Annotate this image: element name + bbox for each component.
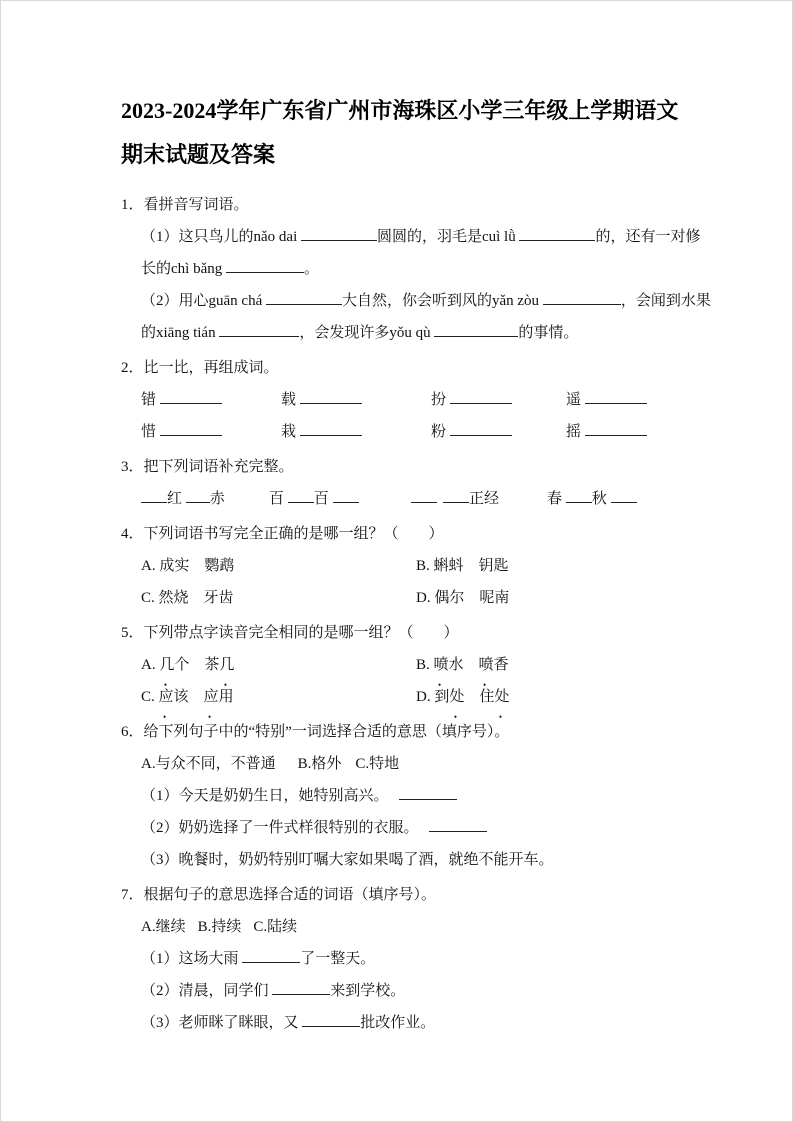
text-segment: （3）老师眯了眯眼，又 bbox=[141, 1015, 303, 1031]
text-segment: 水 bbox=[448, 657, 479, 673]
question-1-line-4 bbox=[141, 317, 700, 349]
answer-blank bbox=[300, 422, 362, 436]
text-segment: C.陆续 bbox=[253, 919, 298, 935]
question-6-line-1 bbox=[141, 780, 700, 812]
column-cell bbox=[416, 550, 509, 582]
spacer bbox=[241, 930, 253, 931]
column-cell bbox=[411, 483, 547, 515]
question-1-header: 1．看拼音写词语。 bbox=[121, 197, 249, 213]
answer-blank bbox=[611, 489, 637, 503]
column-cell bbox=[141, 384, 281, 416]
answer-blank bbox=[219, 323, 299, 337]
text-segment: 大自然，你会听到风的yǎn zòu bbox=[341, 293, 543, 309]
text-segment: （2）用心guān chá bbox=[141, 293, 266, 309]
spacer bbox=[276, 767, 298, 768]
column-cell bbox=[281, 384, 431, 416]
text-segment: 个 茶 bbox=[174, 657, 220, 673]
text-segment: （1）这只鸟儿的nǎo dai bbox=[141, 229, 301, 245]
text-segment: ，会闻到水果 bbox=[620, 293, 711, 309]
answer-blank bbox=[585, 422, 647, 436]
text-segment: 遥 bbox=[566, 392, 585, 408]
question-7 bbox=[121, 879, 700, 1039]
text-segment: 长的chì bǎng bbox=[141, 261, 226, 277]
text-segment: （3）晚餐时，奶奶特别叮嘱大家如果喝了酒，就绝不能开车。 bbox=[141, 852, 554, 868]
text-segment: 的事情。 bbox=[518, 325, 579, 341]
answer-blank bbox=[266, 291, 342, 305]
answer-blank bbox=[226, 259, 304, 273]
text-segment: 正经 bbox=[469, 491, 500, 507]
column-cell bbox=[281, 416, 431, 448]
dotted-char: 几 bbox=[159, 657, 175, 673]
answer-blank bbox=[399, 786, 457, 800]
spacer bbox=[419, 831, 429, 832]
answer-blank bbox=[160, 390, 222, 404]
answer-blank bbox=[543, 291, 621, 305]
answer-blank bbox=[160, 422, 222, 436]
question-6-choices bbox=[141, 748, 700, 780]
column-cell bbox=[141, 483, 269, 515]
text-segment: 扮 bbox=[431, 392, 450, 408]
answer-blank bbox=[302, 1013, 360, 1027]
question-1 bbox=[121, 189, 711, 349]
answer-blank bbox=[566, 489, 592, 503]
answer-blank bbox=[141, 489, 167, 503]
dotted-char: 喷 bbox=[433, 657, 449, 673]
question-7-line-3 bbox=[141, 1007, 700, 1039]
document-title bbox=[121, 89, 700, 177]
answer-blank bbox=[450, 422, 512, 436]
answer-blank bbox=[333, 489, 359, 503]
text-segment: 错 bbox=[141, 392, 160, 408]
text-segment: C. bbox=[141, 689, 159, 705]
column-cell bbox=[141, 416, 281, 448]
text-segment: （2）清晨，同学们 bbox=[141, 983, 273, 999]
answer-blank bbox=[450, 390, 512, 404]
question-2-row-1 bbox=[141, 384, 700, 416]
question-7-line-2 bbox=[141, 975, 700, 1007]
text-segment: 用 bbox=[218, 689, 234, 705]
answer-blank bbox=[300, 390, 362, 404]
column-cell bbox=[431, 416, 566, 448]
question-3 bbox=[121, 451, 700, 515]
column-cell bbox=[416, 649, 509, 681]
text-segment: 秋 bbox=[591, 491, 611, 507]
column-cell bbox=[431, 384, 566, 416]
text-segment: A.与众不同，不普通 bbox=[141, 756, 276, 772]
answer-blank bbox=[411, 489, 437, 503]
text-segment: 百 bbox=[313, 491, 333, 507]
question-4-header: 4．下列词语书写完全正确的是哪一组？（ ） bbox=[121, 526, 444, 542]
text-segment: 香 bbox=[493, 657, 509, 673]
question-2 bbox=[121, 352, 700, 448]
text-segment: （1）这场大雨 bbox=[141, 951, 243, 967]
text-segment: A. bbox=[141, 657, 160, 673]
document-title-line-2: 期末试题及答案 bbox=[121, 142, 276, 167]
question-1-line-1 bbox=[141, 221, 700, 253]
question-7-choices bbox=[141, 911, 700, 943]
column-cell bbox=[141, 681, 416, 713]
question-7-header: 7．根据句子的意思选择合适的词语（填序号）。 bbox=[121, 887, 437, 903]
question-3-header: 3．把下列词语补充完整。 bbox=[121, 459, 294, 475]
document-title-line-1: 2023-2024学年广东省广州市海珠区小学三年级上学期语文 bbox=[121, 98, 679, 123]
text-segment: 住 bbox=[464, 689, 495, 705]
text-segment: 批改作业。 bbox=[360, 1015, 436, 1031]
text-segment: 圆圆的，羽毛是cuì lǜ bbox=[376, 229, 520, 245]
text-segment: 惜 bbox=[141, 424, 160, 440]
text-segment: （2）奶奶选择了一件式样很特别的衣服。 bbox=[141, 820, 419, 836]
question-6-line-2 bbox=[141, 812, 700, 844]
column-cell bbox=[269, 483, 411, 515]
question-6-line-3 bbox=[141, 844, 700, 876]
dotted-char: 处 bbox=[449, 689, 465, 705]
text-segment: 该 bbox=[173, 689, 204, 705]
dotted-char: 应 bbox=[158, 689, 174, 705]
question-4-options-row-1 bbox=[141, 550, 700, 582]
text-segment: ，会发现许多yǒu qù bbox=[299, 325, 435, 341]
text-segment: D. 偶尔 呢南 bbox=[416, 590, 510, 606]
question-3-line bbox=[141, 483, 700, 515]
text-segment: D. 到 bbox=[416, 689, 450, 705]
question-2-row-2 bbox=[141, 416, 700, 448]
question-5-header: 5．下列带点字读音完全相同的是哪一组？（ ） bbox=[121, 625, 459, 641]
text-segment: B. 蝌蚪 钥匙 bbox=[416, 558, 509, 574]
question-1-line-2 bbox=[141, 253, 700, 285]
question-5 bbox=[121, 617, 700, 713]
column-cell bbox=[547, 483, 637, 515]
text-segment: 赤 bbox=[209, 491, 225, 507]
answer-blank bbox=[585, 390, 647, 404]
column-cell bbox=[141, 550, 416, 582]
dotted-char: 应 bbox=[203, 689, 219, 705]
answer-blank bbox=[186, 489, 210, 503]
question-2-header: 2．比一比，再组成词。 bbox=[121, 360, 279, 376]
column-cell bbox=[566, 384, 647, 416]
question-4 bbox=[121, 518, 700, 614]
text-segment: 。 bbox=[303, 261, 319, 277]
answer-blank bbox=[434, 323, 518, 337]
text-segment: 的，还有一对修 bbox=[595, 229, 701, 245]
spacer bbox=[186, 930, 198, 931]
dotted-char: 几 bbox=[219, 657, 235, 673]
question-5-options-row-1 bbox=[141, 649, 700, 681]
column-cell bbox=[416, 582, 509, 614]
text-segment: 栽 bbox=[281, 424, 300, 440]
answer-blank bbox=[288, 489, 314, 503]
text-segment: A. 成实 鹦鹉 bbox=[141, 558, 235, 574]
answer-blank bbox=[429, 818, 487, 832]
text-segment: 红 bbox=[167, 491, 186, 507]
question-6 bbox=[121, 716, 700, 876]
answer-blank bbox=[519, 227, 595, 241]
question-6-header: 6．给下列句子中的“特别”一词选择合适的意思（填序号）。 bbox=[121, 724, 510, 740]
text-segment: 来到学校。 bbox=[330, 983, 406, 999]
text-segment: 了一整天。 bbox=[300, 951, 376, 967]
answer-blank bbox=[443, 489, 469, 503]
text-segment: B.格外 bbox=[297, 756, 342, 772]
spacer bbox=[389, 799, 399, 800]
text-segment: A.继续 bbox=[141, 919, 186, 935]
text-segment: B.持续 bbox=[197, 919, 242, 935]
column-cell bbox=[416, 681, 509, 713]
spacer bbox=[341, 767, 355, 768]
question-4-options-row-2 bbox=[141, 582, 700, 614]
text-segment: 春 bbox=[547, 491, 566, 507]
answer-blank bbox=[242, 949, 300, 963]
question-7-line-1 bbox=[141, 943, 700, 975]
text-segment: C. 然烧 牙齿 bbox=[141, 590, 234, 606]
answer-blank bbox=[272, 981, 330, 995]
answer-blank bbox=[301, 227, 377, 241]
text-segment: C.特地 bbox=[355, 756, 400, 772]
text-segment: 粉 bbox=[431, 424, 450, 440]
text-segment: B. bbox=[416, 657, 434, 673]
dotted-char: 喷 bbox=[478, 657, 494, 673]
column-cell bbox=[141, 582, 416, 614]
column-cell bbox=[141, 649, 416, 681]
text-segment: 载 bbox=[281, 392, 300, 408]
question-1-line-3 bbox=[141, 285, 711, 317]
text-segment: 的xiāng tián bbox=[141, 325, 220, 341]
text-segment: 百 bbox=[269, 491, 288, 507]
column-cell bbox=[566, 416, 647, 448]
text-segment: 摇 bbox=[566, 424, 585, 440]
text-segment: （1）今天是奶奶生日，她特别高兴。 bbox=[141, 788, 389, 804]
dotted-char: 处 bbox=[494, 689, 510, 705]
